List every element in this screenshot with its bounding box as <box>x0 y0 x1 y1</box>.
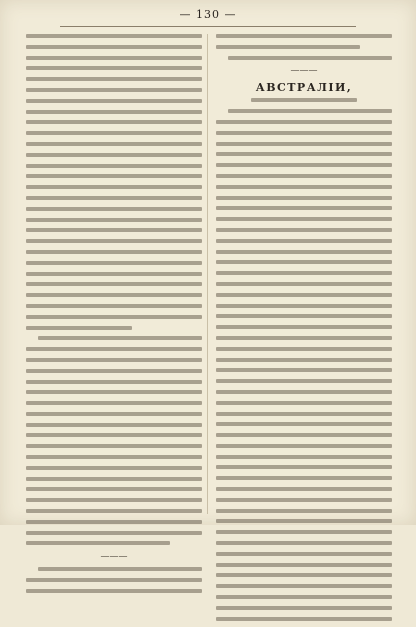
text-line <box>216 185 392 189</box>
text-line <box>216 131 392 135</box>
text-line <box>26 531 202 535</box>
text-line <box>216 347 392 351</box>
text-line <box>26 520 202 524</box>
text-line <box>26 272 202 276</box>
text-line <box>216 498 392 502</box>
text-line <box>26 541 170 545</box>
text-line <box>26 380 202 384</box>
text-line <box>216 487 392 491</box>
header-rule <box>60 26 356 27</box>
text-line <box>26 185 202 189</box>
text-line <box>216 228 392 232</box>
text-line <box>26 347 202 351</box>
text-line <box>26 509 202 513</box>
text-line <box>26 45 202 49</box>
section-separator: ——— <box>100 552 128 563</box>
text-line <box>216 34 392 38</box>
text-line <box>26 589 202 593</box>
text-line <box>216 401 392 405</box>
text-line <box>216 617 392 621</box>
text-line <box>26 110 202 114</box>
text-line <box>26 250 202 254</box>
text-line <box>216 293 392 297</box>
text-line <box>216 519 392 523</box>
text-line <box>216 530 392 534</box>
text-line <box>228 56 392 60</box>
text-line <box>26 77 202 81</box>
text-line <box>26 477 202 481</box>
text-line <box>216 584 392 588</box>
text-line <box>216 271 392 275</box>
text-line <box>216 573 392 577</box>
text-line <box>26 131 202 135</box>
text-line <box>26 293 202 297</box>
left-column <box>26 34 202 600</box>
text-line <box>26 228 202 232</box>
text-line <box>26 578 202 582</box>
text-line <box>26 88 202 92</box>
text-line <box>26 142 202 146</box>
text-line <box>26 315 202 319</box>
text-line <box>26 99 202 103</box>
section-separator: ——— <box>290 66 318 77</box>
text-line <box>216 455 392 459</box>
text-line <box>216 304 392 308</box>
text-line <box>216 390 392 394</box>
text-line <box>216 476 392 480</box>
text-line <box>216 433 392 437</box>
text-line <box>216 314 392 318</box>
text-line <box>26 326 132 330</box>
page-number: — 130 — <box>179 8 237 21</box>
text-line <box>26 196 202 200</box>
text-line <box>216 120 392 124</box>
text-line <box>26 444 202 448</box>
text-line <box>38 336 202 340</box>
text-line <box>216 152 392 156</box>
text-line <box>26 34 202 38</box>
right-column <box>216 34 392 627</box>
text-line <box>26 120 202 124</box>
text-line <box>26 304 202 308</box>
text-line <box>26 412 202 416</box>
text-line <box>216 196 392 200</box>
text-line <box>216 163 392 167</box>
text-line <box>26 164 202 168</box>
text-line <box>216 368 392 372</box>
text-line <box>216 465 392 469</box>
text-line <box>216 250 392 254</box>
text-line <box>26 390 202 394</box>
text-line <box>216 45 360 49</box>
text-line <box>26 261 202 265</box>
text-line <box>26 56 202 60</box>
text-line <box>216 552 392 556</box>
text-line <box>216 412 392 416</box>
text-line <box>26 498 202 502</box>
text-line <box>26 174 202 178</box>
text-line <box>216 325 392 329</box>
text-line <box>216 509 392 513</box>
text-line <box>216 282 392 286</box>
text-line <box>228 109 392 113</box>
text-line <box>26 423 202 427</box>
text-line <box>216 444 392 448</box>
text-line <box>216 206 392 210</box>
text-line <box>26 401 202 405</box>
text-line <box>216 379 392 383</box>
column-gutter <box>207 34 208 514</box>
text-line <box>251 98 357 102</box>
text-line <box>26 358 202 362</box>
text-line <box>26 282 202 286</box>
text-line <box>216 595 392 599</box>
text-line <box>216 606 392 610</box>
text-line <box>216 174 392 178</box>
text-line <box>26 66 202 70</box>
text-line <box>216 239 392 243</box>
text-line <box>26 207 202 211</box>
text-line <box>216 217 392 221</box>
text-line <box>26 487 202 491</box>
text-line <box>216 358 392 362</box>
text-line <box>26 239 202 243</box>
text-line <box>26 153 202 157</box>
text-line <box>216 541 392 545</box>
text-line <box>26 455 202 459</box>
text-line <box>26 433 202 437</box>
text-line <box>216 563 392 567</box>
text-line <box>216 336 392 340</box>
section-heading: АВСТРАЛІИ, <box>255 81 353 95</box>
text-line <box>38 567 202 571</box>
text-line <box>26 466 202 470</box>
text-line <box>216 260 392 264</box>
text-line <box>216 142 392 146</box>
text-line <box>26 218 202 222</box>
text-line <box>26 369 202 373</box>
text-line <box>216 422 392 426</box>
